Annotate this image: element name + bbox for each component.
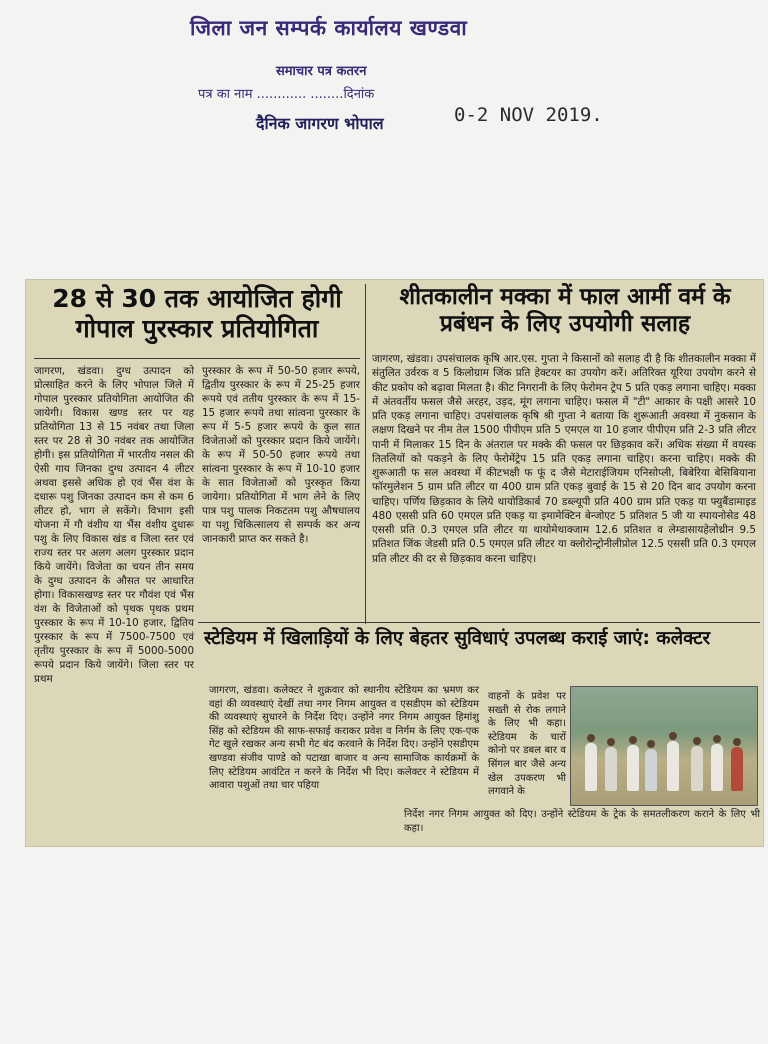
article3-column-tail: निर्देश नगर निगम आयुक्त को दिए। उन्होंने स्टेडियम के ट्रेक के समतलीकरण कराने के लिए भी कहा। — [404, 809, 760, 834]
section-divider — [198, 622, 760, 623]
newspaper-clipping — [26, 280, 763, 846]
article2-body: जागरण, खंडवा। उपसंचालक कृषि आर.एस. गुप्ता ने किसानों को सलाह दी है कि शीतकालीन मक्का में संतुलित उर्वरक व 5 किलोग्राम जिंक प्रति हेक्टयर का उपयोग करें। अतिरिक्त यूरिया उपयोग करने से कीट प्रकोप को बढ़ावा मिलता है। कीट निगरानी के लिए फेरोमन ट्रेप 5 प्रति एकड़ लगाना चाहिए। मक्का में अंतवर्तीय फसल जैसे अरहर, उड़द, मूंग लगाना चाहिए। फसल में "टी" आकार के पक्षी आसरे 10 प्रति एकड़ लगाना चाहिए। उपसंचालक कृषि श्री गुप्ता ने बताया कि शुरूआती अवस्था में नुकसान के लक्षण दिखने पर नीम तेल 1500 पीपीएम प्रति 5 एमएल या 10 हजार पीपीएम प्रति 2-3 प्रति लीटर पानी में मिलाकर 15 दिन के अंतराल पर मक्के की फसल पर छिड़काव करें। अधिक संख्या में वयस्क तितलियों को पकड़ने के लिए फेरोमेंट्रेप 15 प्रति एकड़ लगाना चाहिए। करना चाहिए। मक्के की शुरूआती फ सल अवस्था में कीटभक्षी फ फूं द जैसे मेटाराईजियम एनिसोप्ली, बिबेरिया बेसिबियाना फॉरमुलेशन 5 ग्राम प्रति लीटर या 400 ग्राम प्रति एकड़ बुवाई के 15 से 20 दिन बाद उपयोग करना चाहिए। पर्णिय छिड़काव के लिये थायोडिकार्ब 70 डब्ल्यूपी प्रति 400 ग्राम प्रति एकड़ या फ्युबैंडामाइड 480 एससी प्रति 60 एमएल प्रति एकड़ या इमामेक्टिन बेन्जोएट 5 प्रतिशत 5 जी या स्पायनोसेड 48 एससी प्रति 0.3 एमएल प्रति लीटर या थायोमेथाक्जाम 12.6 प्रतिशत व लेम्डासायहेलोथ्रीन 9.5 प्रतिशत जिंक जेडसी प्रति 0.5 एमएल प्रति लीटर या क्लोरोन्ट्रोनीलीप्रोल 12.5 एससी प्रति 0.3 एमएल प्रति लीटर की दर से छिड़काव करना चाहिए। — [372, 353, 756, 565]
article2-headline: शीतकालीन मक्का में फाल आर्मी वर्म के प्रबंधन के लिए उपयोगी सलाह — [399, 284, 731, 338]
stamp-newspaper-name: दैनिक जागरण भोपाल — [256, 114, 384, 133]
article1-column1: जागरण, खंडवा। दुग्ध उत्पादन को प्रोत्साहित करने के लिए भोपाल जिले में गोपाल पुरस्कार प्रतियोगिता आयोजित की जायेगी। विकास खण्ड स्तर पर यह प्रतियोगिता 13 से 15 नवंबर तथा जिला स्तर पर 28 से 30 नवंबर तक आयोजित होगी। इस प्रतियोगिता में भारतीय नसल की ऐसी गाय जिनका दुग्ध उत्पादन 4 लीटर अथवा इससे अधिक हो एवं भैंस वंश के दधारू पशु जिनका उत्पादन कम से कम 6 लीटर हो, भाग ले सकेंगे। विभाग इसी योजना में गौ वंशीय या भैंस वंशीय दुधारू पशु के लिए विकास खंड व जिला स्तर एवं राज्य स्तर पर अलग अलग पुरस्कार प्रदान किये जायेंगे। विजेता का चयन तीन समय के दुग्ध उत्पादन के औसत पर आधारित होगा। विकासखण्ड स्तर पर गौवंश एवं भैंस वंश के विजेताओं को पृथक पृथक प्रथम पुरस्कार के रूप में 10-10 हजार, द्वितिय पुरस्कार के रूप में 7500-7500 एवं तृतीय पुरस्कार के रूप में 5000-5000 रूपये प्रदान किये जायेंगे। जिला स्तर पर प्रथम — [34, 365, 194, 685]
article3-column-right: वाहनों के प्रवेश पर सख्ती से रोक लगाने के लिए भी कहा। स्टेडियम के चारों कोनो पर डबल बार व सिंगल बार जैसे अन्य खेल उपकरण भी लगवाने के — [488, 691, 566, 798]
stamp-office-name: जिला जन सम्पर्क कार्यालय खण्डवा — [190, 16, 468, 40]
article1-column2: पुरस्कार के रूप में 50-50 हजार रूपये, द्वितीय पुरस्कार के रूप में 25-25 हजार रूपये एवं ततीय पुरस्कार के रूप में 15-15 हजार रूपये तथा सांत्वना पुरस्कार के रूप में 5-5 हजार रूपये के कुल सात विजेताओं को पुरस्कार प्रदान किये जायेंगे। के रूप में 50-50 हजार रूपये तथा सांत्वना पुरस्कार के रूप में 10-10 हजार के सात विजेताओं को पुरस्कृत किया जायेगा। प्रतियोगिता में भाग लेने के लिए पात्र पशु पालक निकटतम पशु औषधालय या पशु चिकित्सालय से सम्पर्क कर अन्य जानकारी प्राप्त कर सकते है। — [202, 365, 360, 545]
article3-column-left: जागरण, खंडवा। कलेक्टर ने शुक्रवार को स्थानीय स्टेडियम का भ्रमण कर वहां की व्यवस्थाएं देखीं तथा नगर निगम आयुक्त व एसडीएम को स्टेडियम की व्यवस्थाएं सुधारने के निर्देश दिए। उन्होंने नगर निगम आयुक्त हिमांशु सिंह को स्टेडियम की साफ-सफाई कराकर प्रवेश व निर्गम के लिए एक-एक गेट खुले रखकर अन्य सभी गेट बंद करवाने के निर्देश दिए। उन्होंने एसडीएम खण्डवा संजीव पाण्डे को पटाखा बाजार व अन्य सामाजिक कार्यक्रमों के लिए स्टेडियम आवंटित न करने के निर्देश भी दिए। कलेक्टर ने स्टेडियम में आवारा पशुओं तथा चार पहिया — [209, 685, 479, 792]
column-divider — [365, 284, 366, 624]
stamp-cutting-label: समाचार पत्र कतरन — [276, 64, 367, 79]
stamp-date: 0-2 NOV 2019. — [454, 104, 603, 126]
article1-headline: 28 से 30 तक आयोजित होगी गोपाल पुरस्कार प्रतियोगिता — [52, 284, 342, 343]
headline-underline — [34, 358, 360, 359]
stamp-name-line: पत्र का नाम ............ ........दिनांक — [198, 87, 375, 102]
stadium-photo — [570, 686, 758, 806]
article3-headline: स्टेडियम में खिलाड़ियों के लिए बेहतर सुविधाएं उपलब्ध कराई जाएं: कलेक्टर — [204, 628, 711, 649]
